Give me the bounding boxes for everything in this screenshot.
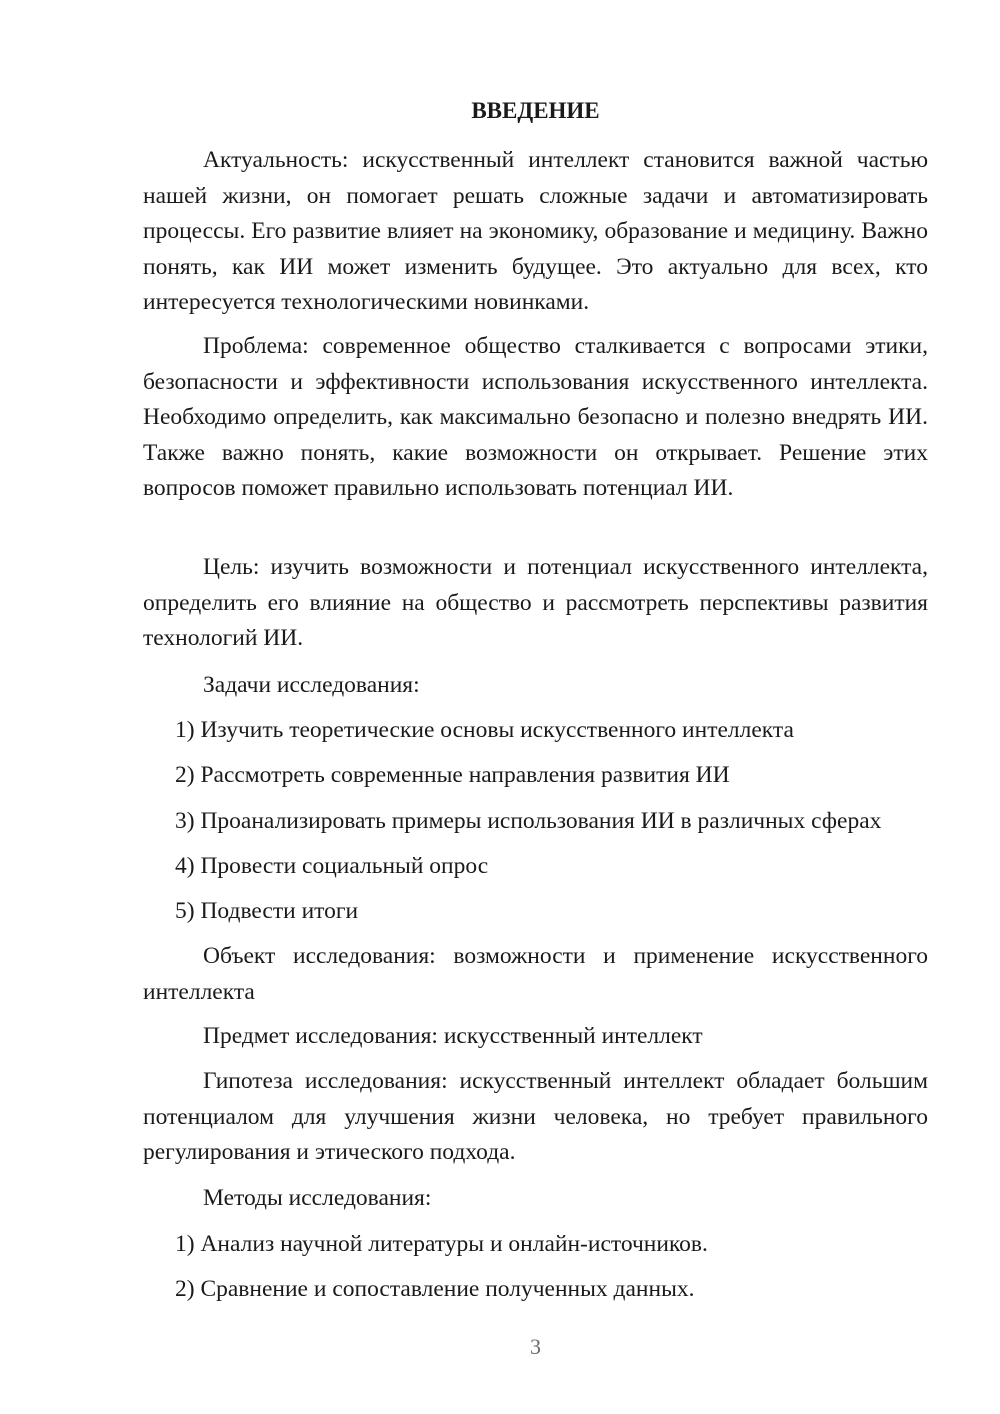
list-item: 1) Изучить теоретические основы искусственного интеллекта [175,717,794,743]
list-item: 5) Подвести итоги [175,898,359,924]
tasks-title: Задачи исследования: [203,672,420,698]
list-item: 3) Проанализировать примеры использования ИИ в различных сферах [175,808,882,834]
page-number: 3 [530,1334,541,1359]
list-item: 2) Рассмотреть современные направления развития ИИ [175,762,730,788]
list-item: 2) Сравнение и сопоставление полученных данных. [175,1276,695,1302]
paragraph-problem: Проблема: современное общество сталкивается с вопросами этики, безопасности и эффективности использования искусственного интеллекта. Необходимо определить, как максимально безопасно и полезно внедрять ИИ. Также важно понять, какие возможности он открывает. Решение этих вопросов поможет правильно использовать потенциал ИИ. [143,333,928,501]
methods-title: Методы исследования: [203,1185,432,1211]
list-item: 1) Анализ научной литературы и онлайн-источников. [175,1231,708,1257]
section-heading: ВВЕДЕНИЕ [471,98,600,123]
paragraph-subject: Предмет исследования: искусственный интеллект [203,1023,703,1049]
paragraph-goal: Цель: изучить возможности и потенциал искусственного интеллекта, определить его влияние на общество и рассмотреть перспективы развития технологий ИИ. [143,554,928,651]
paragraph-relevance: Актуальность: искусственный интеллект становится важной частью нашей жизни, он помогает решать сложные задачи и автоматизировать процессы. Его развитие влияет на экономику, образование и медицину. Важно понять, как ИИ может изменить будущее. Это актуально для всех, кто интересуется технологическими новинками. [143,147,928,315]
paragraph-hypothesis: Гипотеза исследования: искусственный интеллект обладает большим потенциалом для улучшения жизни человека, но требует правильного регулирования и этического подхода. [143,1068,928,1165]
list-item: 4) Провести социальный опрос [175,853,489,879]
paragraph-object: Объект исследования: возможности и применение искусственного интеллекта [143,943,928,1005]
